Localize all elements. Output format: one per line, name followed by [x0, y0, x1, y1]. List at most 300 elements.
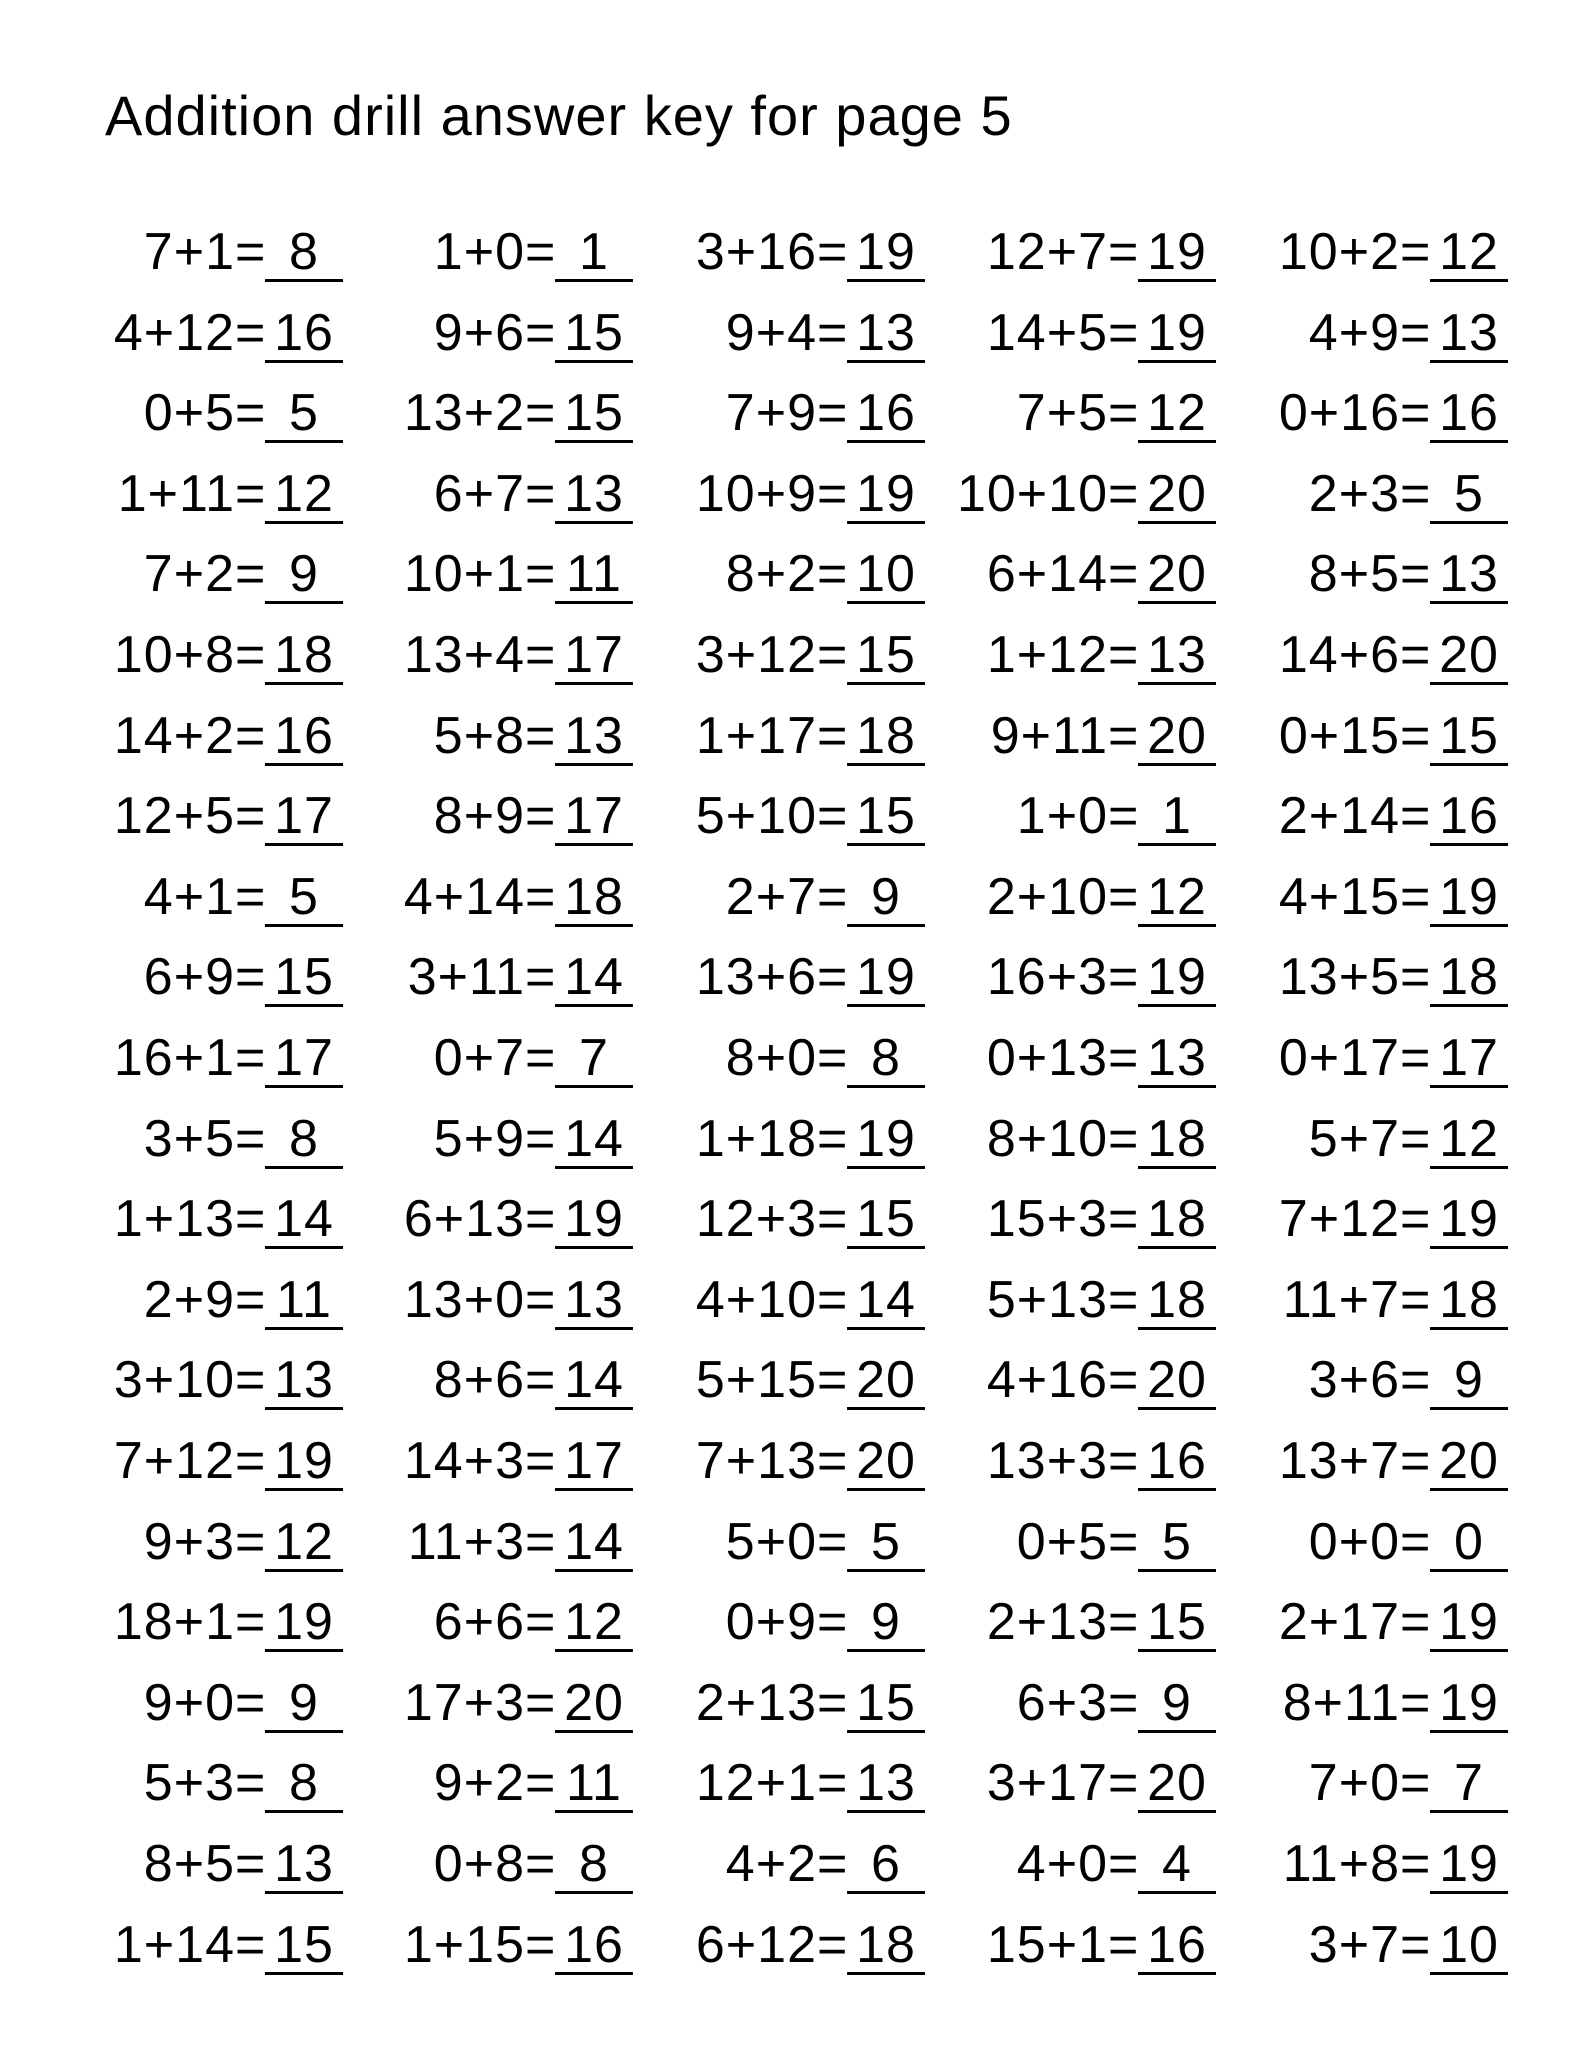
equals-sign: =: [525, 384, 557, 443]
problem-answer: 18: [1430, 952, 1508, 1007]
problem-item: [948, 1028, 1216, 1088]
equals-sign: =: [1400, 1029, 1432, 1087]
problem-answer: 15: [847, 791, 925, 846]
equals-sign: =: [1108, 867, 1140, 926]
problem-item: [1240, 1431, 1508, 1491]
problem-answer: 9: [265, 549, 343, 604]
problem-item: [75, 1028, 343, 1088]
problem-answer: 16: [1430, 791, 1508, 846]
problem-expression: 15+1: [986, 1915, 1108, 1974]
problem-item: [365, 1270, 633, 1330]
equals-sign: =: [525, 545, 557, 604]
problem-item: [948, 303, 1216, 363]
problem-item: [1240, 383, 1508, 443]
equals-sign: =: [817, 787, 849, 846]
equals-sign: =: [1400, 1835, 1432, 1893]
problem-item: [1240, 1270, 1508, 1330]
problem-expression: 4+1: [143, 867, 235, 926]
problem-expression: 6+7: [433, 464, 525, 523]
problem-answer: 20: [1138, 469, 1216, 524]
problem-item: [365, 1189, 633, 1249]
problem-answer: 17: [555, 791, 633, 846]
problem-expression: 6+9: [143, 948, 235, 1007]
problem-expression: 0+7: [433, 1029, 525, 1087]
equals-sign: =: [817, 1029, 849, 1087]
problem-expression: 4+16: [986, 1351, 1108, 1410]
equals-sign: =: [525, 303, 557, 362]
problem-expression: 6+6: [433, 1593, 525, 1652]
problem-answer: 19: [847, 469, 925, 524]
problem-expression: 14+5: [986, 303, 1108, 362]
equals-sign: =: [235, 787, 267, 846]
problem-answer: 10: [847, 549, 925, 604]
problem-answer: 13: [265, 1839, 343, 1894]
problem-item: [365, 383, 633, 443]
problem-item: [1240, 1834, 1508, 1894]
problem-item: [948, 625, 1216, 685]
problem-expression: 10+10: [956, 464, 1108, 523]
problem-item: [948, 1350, 1216, 1410]
problem-answer: 11: [555, 1758, 633, 1813]
equals-sign: =: [817, 626, 849, 684]
problem-answer: 15: [847, 1678, 925, 1733]
equals-sign: =: [817, 1754, 849, 1813]
problem-answer: 13: [1138, 1033, 1216, 1088]
problem-item: [657, 1592, 925, 1652]
equals-sign: =: [1108, 948, 1140, 1007]
problem-expression: 5+15: [695, 1351, 817, 1410]
problem-item: [1240, 303, 1508, 363]
equals-sign: =: [1108, 1512, 1140, 1571]
problem-expression: 3+11: [407, 948, 525, 1007]
problem-item: [1240, 464, 1508, 524]
problem-answer: 14: [555, 1355, 633, 1410]
problem-answer: 5: [1138, 1517, 1216, 1572]
problem-item: [1240, 706, 1508, 766]
equals-sign: =: [1400, 706, 1432, 765]
problem-item: [657, 947, 925, 1007]
problem-answer: 14: [265, 1194, 343, 1249]
equals-sign: =: [1400, 1432, 1432, 1490]
problem-expression: 7+12: [1278, 1190, 1400, 1249]
problem-expression: 18+1: [113, 1593, 235, 1652]
equals-sign: =: [817, 706, 849, 765]
problem-answer: 13: [555, 711, 633, 766]
problem-answer: 13: [1430, 308, 1508, 363]
problem-item: [657, 222, 925, 282]
problem-item: [1240, 1109, 1508, 1169]
problem-answer: 19: [1138, 952, 1216, 1007]
equals-sign: =: [1108, 706, 1140, 765]
problem-expression: 8+9: [433, 787, 525, 846]
equals-sign: =: [525, 1029, 557, 1087]
problem-expression: 1+13: [113, 1190, 235, 1249]
problem-expression: 0+5: [143, 384, 235, 443]
equals-sign: =: [1108, 545, 1140, 604]
problem-item: [657, 464, 925, 524]
problem-expression: 4+0: [1016, 1835, 1108, 1893]
problem-item: [1240, 625, 1508, 685]
problem-expression: 0+16: [1278, 384, 1400, 443]
problem-answer: 19: [1138, 227, 1216, 282]
equals-sign: =: [1108, 1029, 1140, 1087]
problem-expression: 1+0: [1016, 787, 1108, 846]
equals-sign: =: [525, 1915, 557, 1974]
problem-answer: 20: [1430, 1436, 1508, 1491]
problem-expression: 0+8: [433, 1835, 525, 1893]
equals-sign: =: [235, 706, 267, 765]
problem-answer: 15: [265, 952, 343, 1007]
problem-item: [365, 625, 633, 685]
equals-sign: =: [525, 1673, 557, 1732]
problem-answer: 16: [265, 308, 343, 363]
equals-sign: =: [1108, 384, 1140, 443]
problem-expression: 11+3: [407, 1512, 525, 1571]
problem-item: [1240, 222, 1508, 282]
equals-sign: =: [525, 1351, 557, 1410]
equals-sign: =: [235, 1512, 267, 1571]
problem-item: [365, 1592, 633, 1652]
problem-answer: 12: [265, 469, 343, 524]
problem-expression: 7+1: [143, 223, 235, 281]
problem-expression: 3+17: [986, 1754, 1108, 1813]
problem-answer: 8: [265, 1114, 343, 1169]
problem-answer: 19: [265, 1436, 343, 1491]
equals-sign: =: [1108, 1915, 1140, 1974]
problem-item: [75, 1592, 343, 1652]
problem-expression: 8+2: [725, 545, 817, 604]
problem-expression: 10+2: [1278, 223, 1400, 281]
equals-sign: =: [235, 1915, 267, 1974]
equals-sign: =: [235, 1835, 267, 1893]
problem-expression: 4+2: [725, 1835, 817, 1893]
problem-expression: 15+3: [986, 1190, 1108, 1249]
problem-expression: 1+11: [117, 464, 235, 523]
problem-item: [75, 383, 343, 443]
problem-expression: 5+10: [695, 787, 817, 846]
problem-item: [1240, 867, 1508, 927]
problem-answer: 16: [265, 711, 343, 766]
problem-item: [948, 1270, 1216, 1330]
problem-answer: 7: [1430, 1758, 1508, 1813]
problem-answer: 10: [1430, 1920, 1508, 1975]
equals-sign: =: [1108, 626, 1140, 684]
equals-sign: =: [817, 1432, 849, 1490]
equals-sign: =: [817, 1915, 849, 1974]
problem-expression: 6+14: [986, 545, 1108, 604]
problem-expression: 9+2: [433, 1754, 525, 1813]
problem-answer: 16: [1138, 1920, 1216, 1975]
problem-expression: 13+2: [403, 384, 525, 443]
problem-expression: 0+5: [1016, 1512, 1108, 1571]
equals-sign: =: [1108, 1351, 1140, 1410]
problem-expression: 14+2: [113, 706, 235, 765]
equals-sign: =: [1400, 303, 1432, 362]
problem-answer: 19: [847, 227, 925, 282]
equals-sign: =: [525, 223, 557, 281]
equals-sign: =: [1108, 464, 1140, 523]
problem-expression: 7+5: [1016, 384, 1108, 443]
problem-expression: 7+0: [1308, 1754, 1400, 1813]
problem-item: [365, 1915, 633, 1975]
problem-expression: 9+11: [990, 706, 1108, 765]
equals-sign: =: [1400, 1512, 1432, 1571]
problem-answer: 20: [847, 1355, 925, 1410]
problem-item: [365, 222, 633, 282]
equals-sign: =: [525, 867, 557, 926]
problem-expression: 3+6: [1308, 1351, 1400, 1410]
equals-sign: =: [235, 464, 267, 523]
problem-item: [365, 867, 633, 927]
problem-item: [1240, 1592, 1508, 1652]
problem-answer: 8: [555, 1839, 633, 1894]
problem-expression: 14+3: [403, 1432, 525, 1490]
equals-sign: =: [235, 1351, 267, 1410]
equals-sign: =: [235, 1593, 267, 1652]
problem-item: [75, 1270, 343, 1330]
equals-sign: =: [525, 706, 557, 765]
problem-answer: 8: [847, 1033, 925, 1088]
problem-item: [657, 1834, 925, 1894]
equals-sign: =: [1400, 1109, 1432, 1168]
equals-sign: =: [235, 384, 267, 443]
problem-answer: 5: [265, 388, 343, 443]
problem-answer: 1: [555, 227, 633, 282]
problem-answer: 9: [265, 1678, 343, 1733]
equals-sign: =: [1400, 1593, 1432, 1652]
equals-sign: =: [235, 1673, 267, 1732]
equals-sign: =: [525, 1754, 557, 1813]
problem-expression: 10+1: [403, 545, 525, 604]
problem-item: [365, 303, 633, 363]
problem-answer: 18: [1430, 1275, 1508, 1330]
problem-item: [657, 706, 925, 766]
problem-expression: 13+5: [1278, 948, 1400, 1007]
problem-answer: 20: [1138, 549, 1216, 604]
problem-expression: 4+12: [113, 303, 235, 362]
equals-sign: =: [1108, 1432, 1140, 1490]
equals-sign: =: [1108, 1673, 1140, 1732]
problem-item: [365, 706, 633, 766]
problem-item: [1240, 1350, 1508, 1410]
problem-item: [365, 1350, 633, 1410]
equals-sign: =: [235, 1029, 267, 1087]
equals-sign: =: [817, 1835, 849, 1893]
problem-item: [75, 544, 343, 604]
problem-expression: 5+0: [725, 1512, 817, 1571]
equals-sign: =: [235, 303, 267, 362]
problem-expression: 11+7: [1282, 1270, 1400, 1329]
problem-answer: 9: [1430, 1355, 1508, 1410]
problem-item: [1240, 947, 1508, 1007]
problem-expression: 5+3: [143, 1754, 235, 1813]
problem-expression: 1+0: [433, 223, 525, 281]
problem-answer: 6: [847, 1839, 925, 1894]
problem-expression: 13+7: [1278, 1432, 1400, 1490]
problem-expression: 1+18: [695, 1109, 817, 1168]
equals-sign: =: [1400, 1915, 1432, 1974]
problem-item: [365, 947, 633, 1007]
problem-item: [657, 867, 925, 927]
problem-item: [365, 1028, 633, 1088]
equals-sign: =: [817, 1190, 849, 1249]
problem-answer: 17: [1430, 1033, 1508, 1088]
problem-expression: 6+3: [1016, 1673, 1108, 1732]
problem-item: [657, 383, 925, 443]
problem-expression: 16+1: [113, 1029, 235, 1087]
equals-sign: =: [235, 1270, 267, 1329]
problem-expression: 8+0: [725, 1029, 817, 1087]
problem-answer: 5: [1430, 469, 1508, 524]
problem-answer: 20: [555, 1678, 633, 1733]
problem-answer: 16: [847, 388, 925, 443]
problem-answer: 16: [1138, 1436, 1216, 1491]
problem-answer: 8: [265, 227, 343, 282]
problem-answer: 19: [1430, 1597, 1508, 1652]
problem-expression: 4+10: [695, 1270, 817, 1329]
problem-answer: 20: [1430, 630, 1508, 685]
problem-item: [657, 1270, 925, 1330]
problem-item: [75, 867, 343, 927]
equals-sign: =: [817, 1593, 849, 1652]
problem-expression: 2+9: [143, 1270, 235, 1329]
problem-answer: 15: [1138, 1597, 1216, 1652]
problem-item: [75, 1673, 343, 1733]
equals-sign: =: [1400, 948, 1432, 1007]
equals-sign: =: [1400, 464, 1432, 523]
problem-answer: 18: [847, 711, 925, 766]
equals-sign: =: [525, 1109, 557, 1168]
problem-answer: 19: [1138, 308, 1216, 363]
problem-expression: 2+17: [1278, 1593, 1400, 1652]
equals-sign: =: [235, 1190, 267, 1249]
equals-sign: =: [235, 867, 267, 926]
problem-item: [1240, 1512, 1508, 1572]
equals-sign: =: [525, 1270, 557, 1329]
equals-sign: =: [525, 948, 557, 1007]
problem-expression: 4+9: [1308, 303, 1400, 362]
problem-expression: 7+9: [725, 384, 817, 443]
problem-answer: 8: [265, 1758, 343, 1813]
problem-answer: 18: [1138, 1275, 1216, 1330]
problem-item: [365, 1512, 633, 1572]
problem-answer: 19: [265, 1597, 343, 1652]
problem-answer: 19: [847, 1114, 925, 1169]
problem-expression: 0+0: [1308, 1512, 1400, 1571]
problem-item: [657, 625, 925, 685]
problem-item: [365, 1753, 633, 1813]
problem-answer: 15: [555, 308, 633, 363]
problem-answer: 11: [555, 549, 633, 604]
problem-item: [657, 1512, 925, 1572]
problem-expression: 6+13: [403, 1190, 525, 1249]
problem-answer: 17: [555, 1436, 633, 1491]
problem-expression: 9+0: [143, 1673, 235, 1732]
problem-item: [948, 786, 1216, 846]
equals-sign: =: [525, 1432, 557, 1490]
problem-expression: 8+5: [1308, 545, 1400, 604]
problem-expression: 12+1: [695, 1754, 817, 1813]
problem-item: [75, 1431, 343, 1491]
problem-answer: 17: [265, 1033, 343, 1088]
problem-item: [948, 867, 1216, 927]
equals-sign: =: [235, 626, 267, 684]
problem-answer: 18: [847, 1920, 925, 1975]
problem-item: [657, 1189, 925, 1249]
problem-answer: 5: [847, 1517, 925, 1572]
problem-item: [657, 1673, 925, 1733]
equals-sign: =: [817, 867, 849, 926]
equals-sign: =: [1108, 1190, 1140, 1249]
problem-expression: 13+3: [986, 1432, 1108, 1490]
problem-expression: 12+5: [113, 787, 235, 846]
problem-item: [948, 383, 1216, 443]
problem-expression: 16+3: [986, 948, 1108, 1007]
equals-sign: =: [817, 1512, 849, 1571]
problem-answer: 1: [1138, 791, 1216, 846]
problem-item: [657, 1431, 925, 1491]
problem-answer: 20: [1138, 1758, 1216, 1813]
problem-item: [75, 1834, 343, 1894]
equals-sign: =: [1108, 787, 1140, 846]
equals-sign: =: [235, 1754, 267, 1813]
problem-answer: 20: [1138, 711, 1216, 766]
problem-expression: 1+14: [113, 1915, 235, 1974]
equals-sign: =: [817, 384, 849, 443]
problem-expression: 3+16: [695, 223, 817, 281]
problem-expression: 4+15: [1278, 867, 1400, 926]
equals-sign: =: [817, 223, 849, 281]
problem-answer: 9: [847, 872, 925, 927]
problem-expression: 9+3: [143, 1512, 235, 1571]
problem-expression: 12+7: [986, 223, 1108, 281]
equals-sign: =: [1400, 787, 1432, 846]
problem-item: [75, 1109, 343, 1169]
problem-item: [75, 1189, 343, 1249]
problem-answer: 12: [1138, 872, 1216, 927]
equals-sign: =: [1400, 223, 1432, 281]
problem-expression: 12+3: [695, 1190, 817, 1249]
equals-sign: =: [235, 1109, 267, 1168]
problem-item: [657, 303, 925, 363]
problem-answer: 16: [1430, 388, 1508, 443]
problem-expression: 8+6: [433, 1351, 525, 1410]
problem-answer: 18: [265, 630, 343, 685]
equals-sign: =: [525, 626, 557, 684]
problem-item: [948, 1592, 1216, 1652]
problem-expression: 4+14: [403, 867, 525, 926]
problem-item: [948, 464, 1216, 524]
equals-sign: =: [1400, 1351, 1432, 1410]
problem-item: [75, 464, 343, 524]
problem-answer: 12: [265, 1517, 343, 1572]
problem-item: [75, 1915, 343, 1975]
problem-answer: 14: [555, 952, 633, 1007]
problem-item: [75, 1512, 343, 1572]
problem-answer: 4: [1138, 1839, 1216, 1894]
equals-sign: =: [817, 1270, 849, 1329]
problem-answer: 12: [1430, 1114, 1508, 1169]
problem-item: [948, 1109, 1216, 1169]
problem-answer: 18: [1138, 1194, 1216, 1249]
problem-expression: 2+10: [986, 867, 1108, 926]
problem-expression: 2+7: [725, 867, 817, 926]
equals-sign: =: [525, 1835, 557, 1893]
problem-answer: 14: [555, 1114, 633, 1169]
equals-sign: =: [1108, 1754, 1140, 1813]
problem-answer: 12: [1430, 227, 1508, 282]
problem-item: [75, 786, 343, 846]
